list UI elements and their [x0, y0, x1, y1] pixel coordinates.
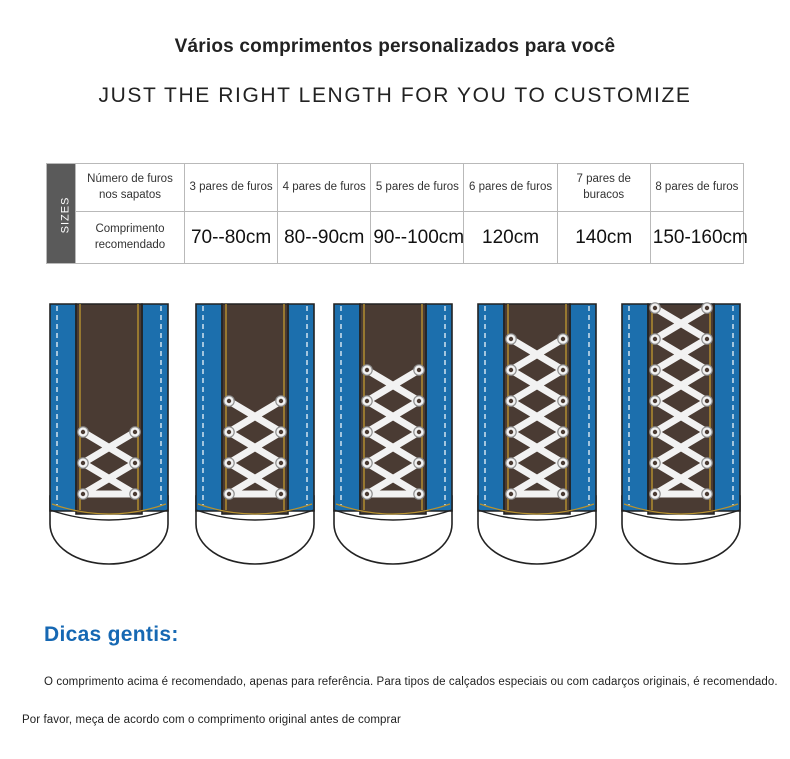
- column-header-3-pairs: 3 pares de furos: [185, 164, 278, 212]
- row-header-holes: Número de furos nos sapatos: [76, 164, 185, 212]
- table-corner-label: SIZES: [47, 164, 76, 264]
- tips-line-2: Por favor, meça de acordo com o comprimento original antes de comprar: [22, 714, 401, 726]
- tips-title: Dicas gentis:: [44, 623, 179, 646]
- row-header-length: Comprimento recomendado: [76, 212, 185, 264]
- column-header-7-pairs: 7 pares de buracos: [557, 164, 650, 212]
- length-value-3-pairs: 70--80cm: [185, 212, 278, 264]
- length-value-8-pairs: 150-160cm: [650, 212, 743, 264]
- table-row: [47, 212, 744, 264]
- length-value-5-pairs: 90--100cm: [371, 212, 464, 264]
- table-row: [47, 164, 744, 212]
- page-title-en: JUST THE RIGHT LENGTH FOR YOU TO CUSTOMIZE: [98, 84, 692, 107]
- shoe-illustration-7-pairs: [618, 296, 744, 581]
- column-header-8-pairs: 8 pares de furos: [650, 164, 743, 212]
- size-table: [46, 163, 748, 264]
- page-title-pt: Vários comprimentos personalizados para você: [174, 36, 616, 57]
- shoe-illustration-3-pairs: [46, 296, 172, 581]
- length-value-7-pairs: 140cm: [557, 212, 650, 264]
- shoe-illustrations: [0, 296, 790, 586]
- column-header-4-pairs: 4 pares de furos: [278, 164, 371, 212]
- shoe-illustration-5-pairs: [330, 296, 456, 581]
- length-value-4-pairs: 80--90cm: [278, 212, 371, 264]
- shoe-illustration-6-pairs: [474, 296, 600, 581]
- shoe-illustration-4-pairs: [192, 296, 318, 581]
- tips-line-1: O comprimento acima é recomendado, apenas para referência. Para tipos de calçados especiais ou com cadarços originais, é recomendado.: [44, 676, 778, 688]
- column-header-5-pairs: 5 pares de furos: [371, 164, 464, 212]
- size-table-wrapper: [46, 163, 748, 264]
- column-header-6-pairs: 6 pares de furos: [464, 164, 557, 212]
- length-value-6-pairs: 120cm: [464, 212, 557, 264]
